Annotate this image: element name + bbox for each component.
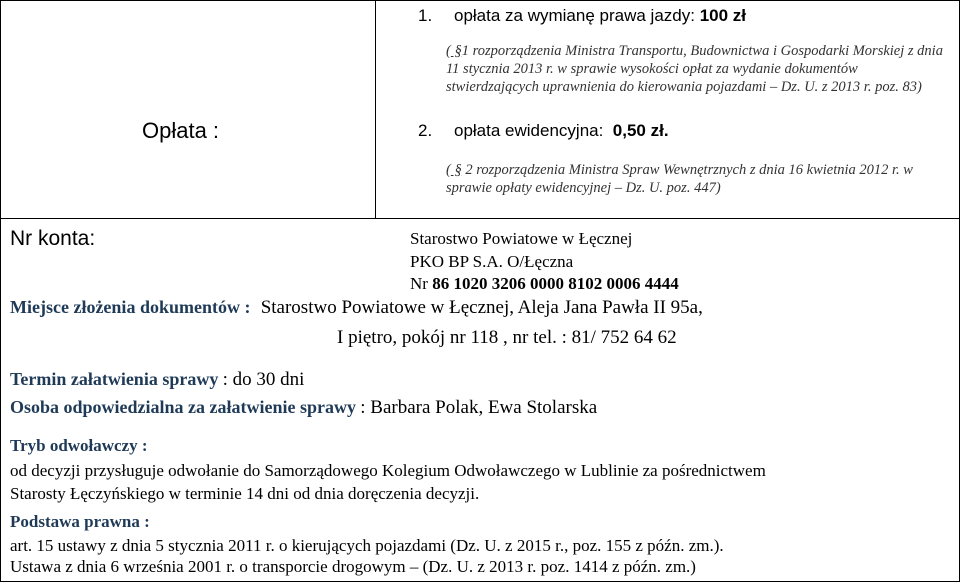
- responsible-value: : Barbara Polak, Ewa Stolarska: [360, 397, 598, 418]
- fee-item-1-legal-note: ( §1 rozporządzenia Ministra Transportu, Budownictwa i Gospodarki Morskiej z dnia 11 stycznia 2013 r. w sprawie wysokości opłat za wydanie dokumentów stwierdzających uprawnienia do kierowania pojazdami – Dz. U. z 2013 r. poz. 83): [446, 43, 943, 95]
- fee-label: Opłata :: [142, 118, 220, 143]
- fee-item-2-amount: 0,50 zł.: [612, 121, 669, 140]
- fee-item-1: [418, 6, 746, 26]
- appeal-label: Tryb odwoławczy :: [10, 436, 148, 455]
- fee-item-2: [418, 121, 669, 141]
- deadline-label: Termin załatwienia sprawy: [10, 369, 219, 389]
- deadline-value: : do 30 dni: [222, 369, 305, 390]
- account-bank-branch: PKO BP S.A. O/Łęczna: [410, 252, 574, 271]
- legal-basis-label: Podstawa prawna :: [10, 512, 150, 531]
- place-line-1: Starostwo Powiatowe w Łęcznej, Aleja Jana Pawła II 95a,: [260, 297, 703, 318]
- deadline-row: [10, 369, 304, 391]
- fee-item-1-number: 1.: [418, 6, 433, 25]
- account-bank-name: Starostwo Powiatowe w Łęcznej: [410, 229, 633, 248]
- place-label: Miejsce złożenia dokumentów :: [10, 297, 251, 317]
- appeal-line-1: od decyzji przysługuje odwołanie do Samorządowego Kolegium Odwoławczego w Lublinie za pośrednictwem: [10, 461, 766, 480]
- fee-item-2-number: 2.: [418, 121, 433, 140]
- fee-item-2-text: opłata ewidencyjna:: [454, 121, 604, 140]
- appeal-line-2: Starosty Łęczyńskiego w terminie 14 dni od dnia doręczenia decyzji.: [10, 484, 480, 503]
- account-number: Nr 86 1020 3206 0000 8102 0006 4444: [410, 274, 679, 293]
- account-label: Nr konta:: [10, 227, 96, 250]
- fee-item-2-legal-note: ( § 2 rozporządzenia Ministra Spraw Wewnętrznych z dnia 16 kwietnia 2012 r. w sprawie opłaty ewidencyjnej – Dz. U. poz. 447): [446, 162, 913, 196]
- table-divider-horizontal: [0, 218, 960, 219]
- fee-item-1-amount: 100 zł: [699, 6, 747, 25]
- responsible-label: Osoba odpowiedzialna za załatwienie sprawy: [10, 397, 357, 417]
- fee-item-1-text: opłata za wymianę prawa jazdy:: [454, 6, 695, 25]
- legal-basis-line-1: art. 15 ustawy z dnia 5 stycznia 2011 r. o kierujących pojazdami (Dz. U. z 2015 r., poz. 155 z późn. zm.).: [10, 536, 724, 555]
- place-line-2: I piętro, pokój nr 118 , nr tel. : 81/ 752 64 62: [337, 327, 677, 348]
- table-divider-vertical: [375, 0, 376, 218]
- place-row: [10, 297, 703, 319]
- legal-basis-line-2: Ustawa z dnia 6 września 2001 r. o transporcie drogowym – (Dz. U. z 2013 r. poz. 1414 z późn. zm.): [10, 557, 696, 576]
- responsible-row: [10, 397, 597, 419]
